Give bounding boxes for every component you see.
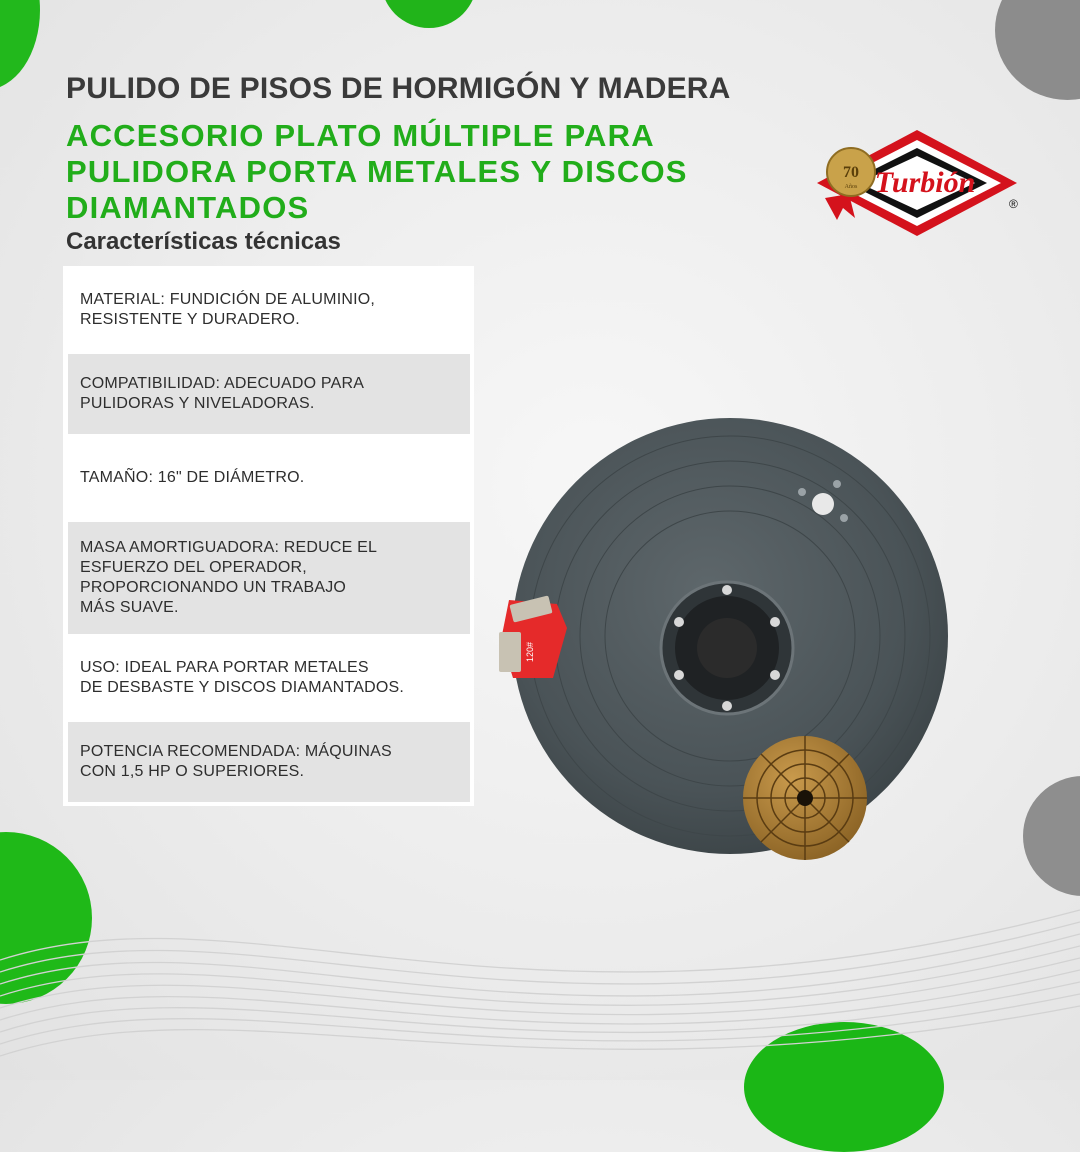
spec-size: TAMAÑO: 16" DE DIÁMETRO. xyxy=(80,469,305,486)
category-title: PULIDO DE PISOS DE HORMIGÓN Y MADERA xyxy=(66,72,731,105)
brand-name: Turbión xyxy=(874,166,976,199)
product-plate-image xyxy=(495,400,965,880)
registered-mark: ® xyxy=(1009,197,1018,211)
specs-table xyxy=(63,266,474,806)
diamond-polishing-pad xyxy=(743,736,867,860)
specs-heading: Características técnicas xyxy=(66,228,341,255)
spec-compatibility: COMPATIBILIDAD: ADECUADO PARA PULIDORAS Y NIVELADORAS. xyxy=(68,354,470,434)
turbion-logo xyxy=(815,128,1025,238)
decor-green-circle-top-left xyxy=(0,0,40,90)
product-title: ACCESORIO PLATO MÚLTIPLE PARA PULIDORA PORTA METALES Y DISCOS DIAMANTADOS xyxy=(66,118,688,225)
spec-damping-mass: MASA AMORTIGUADORA: REDUCE EL ESFUERZO DEL OPERADOR, PROPORCIONANDO UN TRABAJO MÁS SUAVE. xyxy=(68,522,470,634)
spec-power: POTENCIA RECOMENDADA: MÁQUINAS CON 1,5 HP O SUPERIORES. xyxy=(68,722,470,802)
svg-text:Años: Años xyxy=(844,184,858,190)
decor-gray-circle-top-right xyxy=(995,0,1080,100)
spec-material: MATERIAL: FUNDICIÓN DE ALUMINIO, RESISTENTE Y DURADERO. xyxy=(80,291,376,328)
svg-text:70: 70 xyxy=(843,164,859,181)
decor-green-circle-top xyxy=(381,0,477,28)
spec-usage: USO: IDEAL PARA PORTAR METALES DE DESBASTE Y DISCOS DIAMANTADOS. xyxy=(80,659,405,696)
center-hub xyxy=(661,582,793,714)
segment-grit-label: 120# xyxy=(525,641,535,662)
